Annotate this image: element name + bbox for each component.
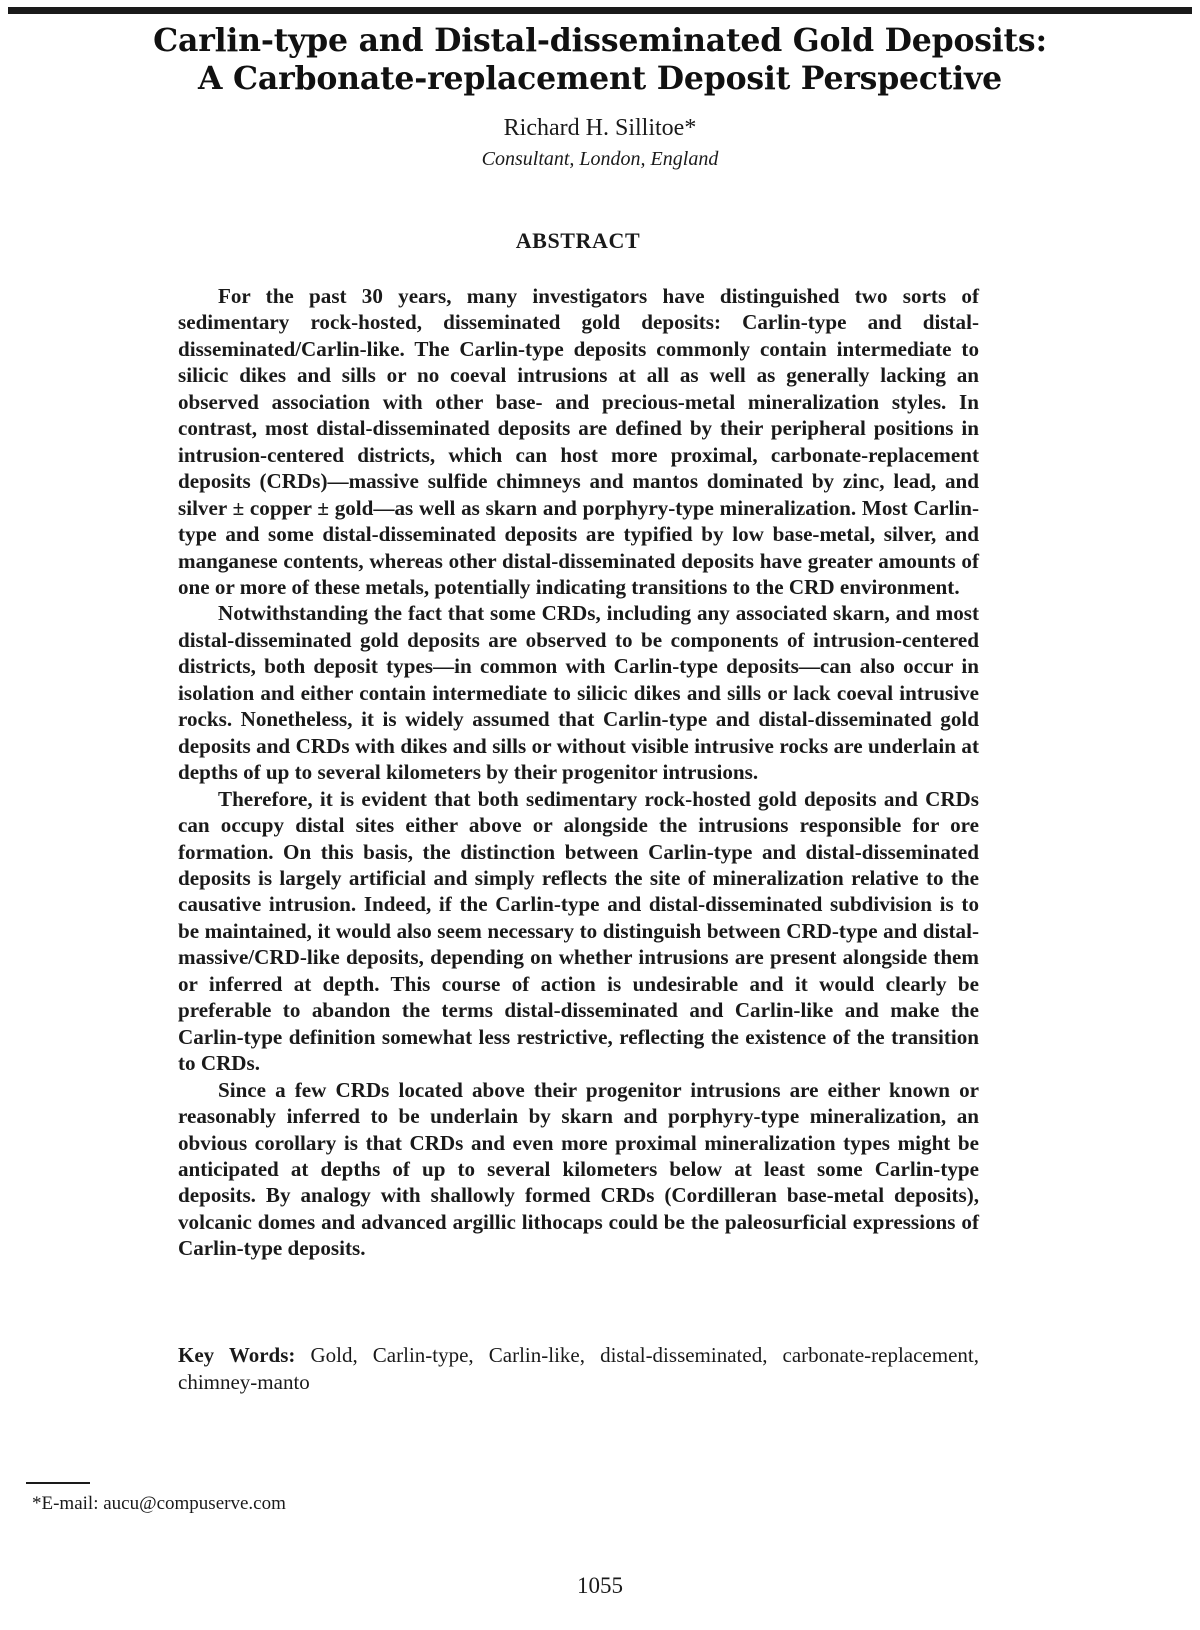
author-affiliation: Consultant, London, England — [481, 148, 719, 170]
keywords-terms: Gold, Carlin-type, Carlin-like, distal-disseminated, carbonate-replacement, chimney-manto — [178, 1343, 979, 1394]
author-name: Richard H. Sillitoe* — [503, 115, 697, 141]
top-horizontal-rule — [8, 7, 1192, 14]
keywords-label: Key Words: — [178, 1343, 296, 1367]
keywords-section — [178, 1342, 979, 1395]
abstract-heading: ABSTRACT — [515, 228, 641, 253]
footnote-separator-rule — [26, 1482, 90, 1484]
page-title — [100, 22, 1100, 98]
page-number: 1055 — [577, 1573, 623, 1598]
abstract-paragraph-3: Therefore, it is evident that both sedimentary rock-hosted gold deposits and CRDs can occupy distal sites either above or alongside the intrusions responsible for ore formation. On this basis, the distinction between Carlin-type and distal-disseminated deposits is largely artificial and simply reflects the site of mineralization relative to the causative intrusion. Indeed, if the Carlin-type and distal-disseminated subdivision is to be maintained, it would also seem necessary to distinguish between CRD-type and distal-massive/CRD-like deposits, depending on whether intrusions are present alongside them or inferred at depth. This course of action is undesirable and it would clearly be preferable to abandon the terms distal-disseminated and Carlin-like and make the Carlin-type definition somewhat less restrictive, reflecting the existence of the transition to CRDs. — [178, 786, 979, 1076]
abstract-paragraph-4: Since a few CRDs located above their progenitor intrusions are either known or reasonably inferred to be underlain by skarn and porphyry-type mineralization, an obvious corollary is that CRDs and even more proximal mineralization types might be anticipated at depths of up to several kilometers below at least some Carlin-type deposits. By analogy with shallowly formed CRDs (Cordilleran base-metal deposits), volcanic domes and advanced argillic lithocaps could be the paleosurficial expressions of Carlin-type deposits. — [178, 1077, 979, 1261]
abstract-paragraph-2: Notwithstanding the fact that some CRDs, including any associated skarn, and most distal-disseminated gold deposits are observed to be components of intrusion-centered districts, both deposit types—in common with Carlin-type deposits—can also occur in isolation and either contain intermediate to silicic dikes and sills or lack coeval intrusive rocks. Nonetheless, it is widely assumed that Carlin-type and distal-disseminated gold deposits and CRDs with dikes and sills or without visible intrusive rocks are underlain at depths of up to several kilometers by their progenitor intrusions. — [178, 601, 979, 785]
footnote-email: *E-mail: aucu@compuserve.com — [32, 1493, 286, 1514]
title-line-1: Carlin-type and Distal-disseminated Gold Deposits: — [153, 22, 1047, 59]
abstract-paragraph-1: For the past 30 years, many investigators have distinguished two sorts of sedimentary rock-hosted, disseminated gold deposits: Carlin-type and distal-disseminated/Carlin-like. The Carlin-type deposits commonly contain intermediate to silicic dikes and sills or no coeval intrusions at all as well as generally lacking an observed association with other base- and precious-metal mineralization styles. In contrast, most distal-disseminated deposits are defined by their peripheral positions in intrusion-centered districts, which can host more proximal, carbonate-replacement deposits (CRDs)—massive sulfide chimneys and mantos dominated by zinc, lead, and silver ± copper ± gold—as well as skarn and porphyry-type mineralization. Most Carlin-type and some distal-disseminated deposits are typified by low base-metal, silver, and manganese contents, whereas other distal-disseminated deposits have greater amounts of one or more of these metals, potentially indicating transitions to the CRD environment. — [178, 284, 979, 599]
title-line-2: A Carbonate-replacement Deposit Perspective — [198, 60, 1002, 97]
abstract-body — [178, 283, 979, 1262]
